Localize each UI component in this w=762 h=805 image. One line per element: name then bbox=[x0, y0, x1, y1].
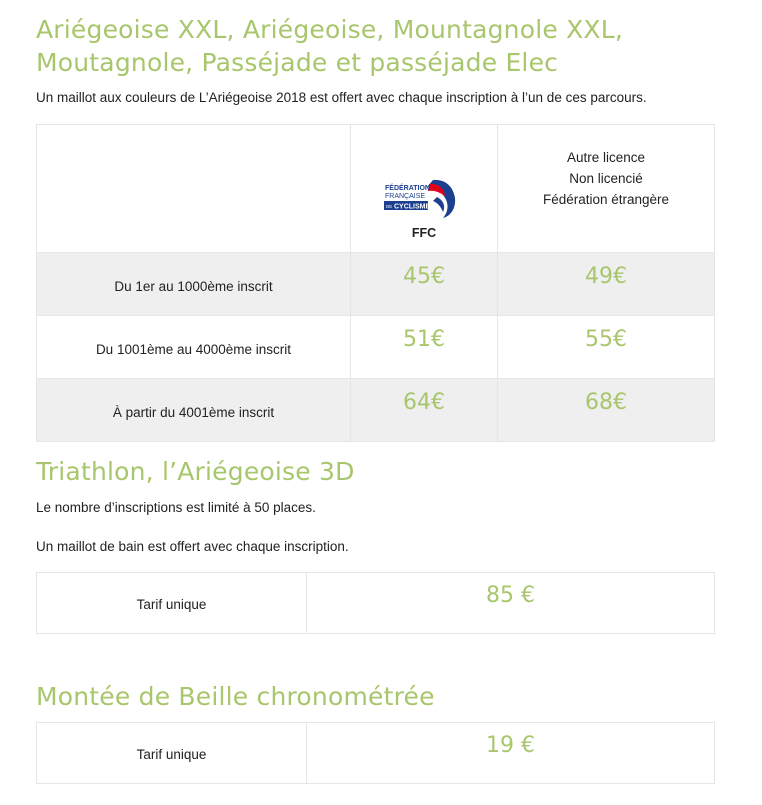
section-title-ariegeoise: Ariégeoise XXL, Ariégeoise, Mountagnole XXL, Moutagnole, Passéjade et passéjade Elec bbox=[36, 15, 624, 77]
ffc-price: 64€ bbox=[403, 389, 445, 415]
svg-text:FÉDÉRATION: FÉDÉRATION bbox=[385, 185, 430, 192]
triathlon-price-table bbox=[36, 572, 715, 634]
tarif-price-cell bbox=[307, 573, 715, 634]
ffc-price: 51€ bbox=[403, 326, 445, 352]
svg-text:FRANÇAISE: FRANÇAISE bbox=[385, 193, 426, 200]
other-price: 49€ bbox=[585, 263, 627, 289]
ffc-logo-icon bbox=[383, 178, 465, 220]
row-label: Du 1001ème au 4000ème inscrit bbox=[37, 316, 351, 379]
beille-price-table bbox=[36, 722, 715, 784]
section-title-beille: Montée de Beille chronométrée bbox=[36, 682, 435, 711]
ffc-price-cell bbox=[351, 379, 498, 442]
tarif-label: Tarif unique bbox=[37, 573, 307, 634]
other-license-line: Autre licence bbox=[566, 150, 646, 165]
section-title-triathlon: Triathlon, l’Ariégeoise 3D bbox=[36, 457, 355, 486]
tarif-price: 19 € bbox=[486, 732, 535, 758]
other-price: 55€ bbox=[585, 326, 627, 352]
ariegeoise-price-table bbox=[36, 124, 715, 442]
other-price-cell bbox=[498, 253, 715, 316]
ffc-label: FFC bbox=[411, 226, 437, 240]
other-license-header-cell bbox=[498, 125, 715, 253]
ffc-price-cell bbox=[351, 253, 498, 316]
other-price-cell bbox=[498, 379, 715, 442]
other-price: 68€ bbox=[585, 389, 627, 415]
table-row bbox=[37, 573, 715, 634]
table-row bbox=[37, 379, 715, 442]
empty-header-cell bbox=[37, 125, 351, 253]
svg-text:DE: DE bbox=[386, 204, 393, 209]
table-row bbox=[37, 316, 715, 379]
tarif-label: Tarif unique bbox=[37, 723, 307, 784]
ffc-price-cell bbox=[351, 316, 498, 379]
section-description-places: Le nombre d’inscriptions est limité à 50 places. bbox=[36, 500, 316, 515]
table-header-row bbox=[37, 125, 715, 253]
row-label: Du 1er au 1000ème inscrit bbox=[37, 253, 351, 316]
row-label: À partir du 4001ème inscrit bbox=[37, 379, 351, 442]
ffc-header-cell bbox=[351, 125, 498, 253]
foreign-federation-line: Fédération étrangère bbox=[542, 192, 670, 207]
ffc-price: 45€ bbox=[403, 263, 445, 289]
section-description-swimsuit: Un maillot de bain est offert avec chaque inscription. bbox=[36, 539, 349, 554]
tarif-price-cell bbox=[307, 723, 715, 784]
other-price-cell bbox=[498, 316, 715, 379]
svg-text:CYCLISME: CYCLISME bbox=[394, 203, 431, 211]
unlicensed-line: Non licencié bbox=[569, 171, 643, 186]
tarif-price: 85 € bbox=[486, 582, 535, 608]
section-description-ariegeoise: Un maillot aux couleurs de L’Ariégeoise 2018 est offert avec chaque inscription à l’un de ces parcours. bbox=[36, 90, 647, 105]
table-row bbox=[37, 723, 715, 784]
table-row bbox=[37, 253, 715, 316]
